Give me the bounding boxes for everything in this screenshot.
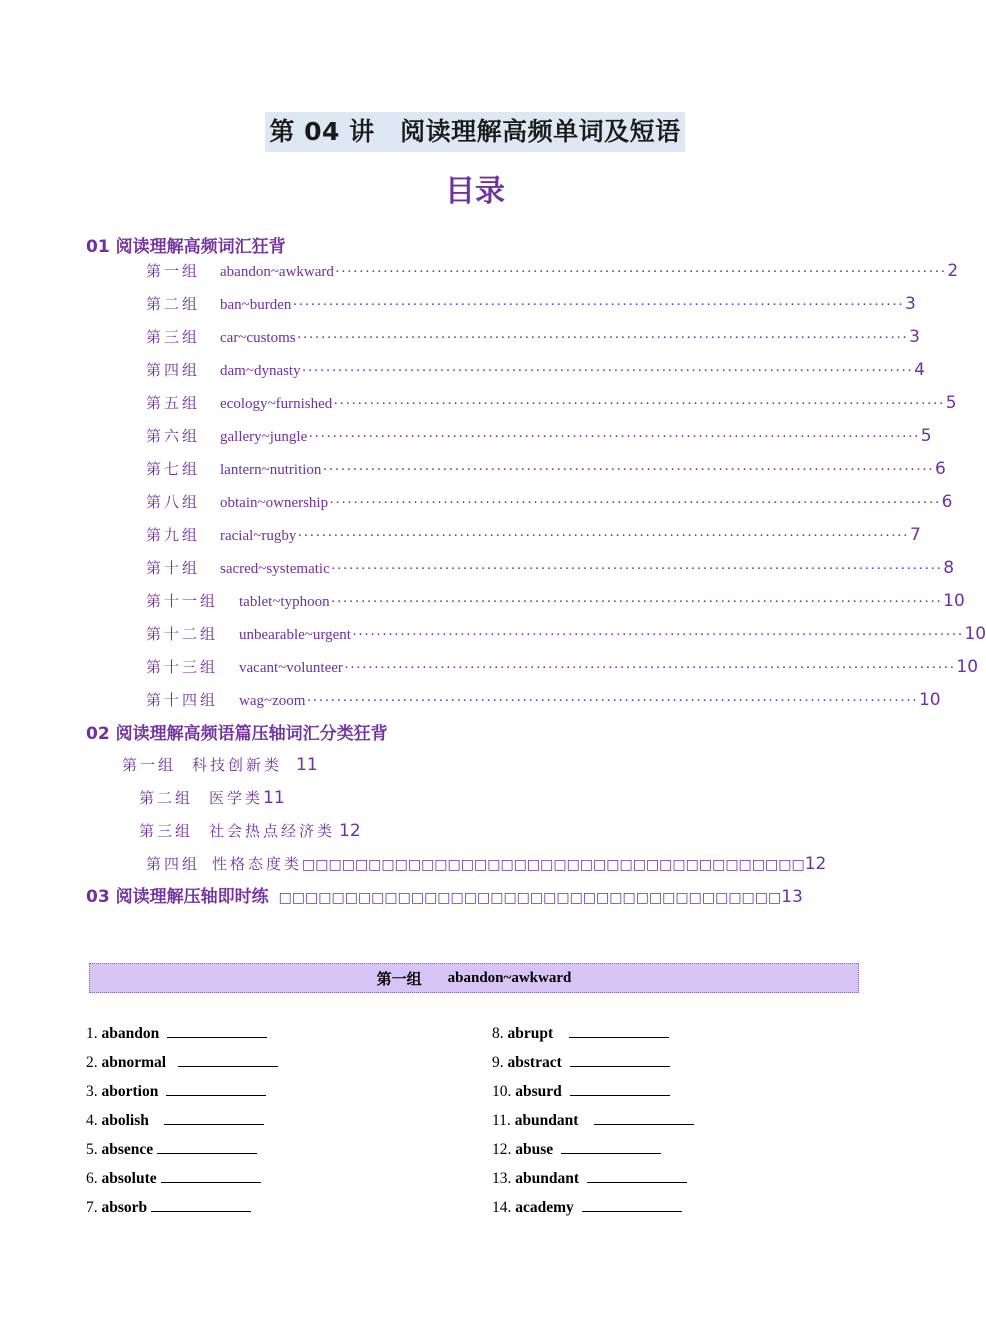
- toc-leader-dots: ······································································································: [297, 528, 909, 544]
- toc-item-range: gallery~jungle: [220, 429, 308, 445]
- toc-heading: 目录: [445, 174, 505, 209]
- toc-item-range: tablet~typhoon: [239, 594, 330, 610]
- toc-missing-glyph-leader: □□□□□□□□□□□□□□□□□□□□□□□□□□□□□□□□□□□□□□: [302, 857, 805, 873]
- toc-leader-dots: ······································································································: [334, 264, 947, 280]
- toc-item-group: 第三组: [139, 822, 194, 840]
- toc-item-range: ecology~furnished: [220, 396, 333, 412]
- answer-blank[interactable]: [570, 1054, 670, 1067]
- toc-item-group: 第七组: [146, 460, 201, 478]
- toc-section-3-title[interactable]: [86, 884, 862, 911]
- word-item-14: 14. academy: [492, 1198, 682, 1218]
- toc-item-group: 第一组: [122, 756, 177, 774]
- toc-item-range: sacred~systematic: [220, 561, 330, 577]
- toc-item-page: 5: [920, 426, 932, 446]
- answer-blank[interactable]: [594, 1112, 694, 1125]
- toc-item-page: 10: [943, 591, 965, 611]
- word-item-1: 1. abandon: [86, 1024, 267, 1044]
- answer-blank[interactable]: [570, 1083, 670, 1096]
- toc-item-range: wag~zoom: [239, 693, 306, 709]
- word-item-13: 13. abundant: [492, 1169, 687, 1189]
- toc-item-9[interactable]: [146, 524, 921, 554]
- answer-blank[interactable]: [561, 1141, 661, 1154]
- toc-item-4[interactable]: [146, 359, 925, 389]
- toc-section-3-label: 03 阅读理解压轴即时练: [86, 887, 269, 907]
- toc-item-range: lantern~nutrition: [220, 462, 322, 478]
- banner-range: abandon~awkward: [447, 969, 572, 986]
- toc-item-category: 医学类: [209, 789, 264, 807]
- toc-item-range: ban~burden: [220, 297, 292, 313]
- toc-item-page: 12: [339, 821, 361, 841]
- toc-item-group: 第十四组: [146, 691, 219, 709]
- word-item-8: 8. abrupt: [492, 1024, 669, 1044]
- toc-item-category: 性格态度类: [212, 855, 303, 873]
- toc-section-1-title[interactable]: 01 阅读理解高频词汇狂背: [86, 237, 286, 257]
- toc-item-group: 第十组: [146, 559, 201, 577]
- toc-item-1[interactable]: [146, 260, 959, 290]
- toc-item-page: 6: [934, 459, 946, 479]
- toc-item-8[interactable]: [146, 491, 953, 521]
- toc-item-page: 7: [909, 525, 921, 545]
- toc-leader-dots: ······································································································: [306, 693, 918, 709]
- toc-item-5[interactable]: [146, 392, 957, 422]
- toc-item-group: 第四组: [146, 361, 201, 379]
- toc-leader-dots: ······································································································: [329, 495, 941, 511]
- toc-item-category: 社会热点经济类: [209, 822, 336, 840]
- toc-item-3[interactable]: [146, 326, 920, 356]
- toc-category-4[interactable]: [146, 853, 862, 874]
- toc-item-range: car~customs: [220, 330, 296, 346]
- word-item-9: 9. abstract: [492, 1053, 670, 1073]
- document-title-text: 第 04 讲 阅读理解高频单词及短语: [265, 112, 684, 152]
- toc-leader-dots: ······································································································: [351, 627, 964, 643]
- toc-item-page: 10: [956, 657, 979, 677]
- group-banner: [89, 963, 859, 993]
- toc-item-group: 第二组: [139, 789, 194, 807]
- word-item-5: 5. absence: [86, 1140, 257, 1160]
- toc-item-2[interactable]: [146, 293, 916, 323]
- toc-item-group: 第四组: [146, 855, 201, 873]
- toc-leader-dots: ······································································································: [322, 462, 934, 478]
- answer-blank[interactable]: [161, 1170, 261, 1183]
- word-item-4: 4. abolish: [86, 1111, 264, 1131]
- toc-item-page: 11: [263, 788, 285, 808]
- toc-item-range: unbearable~urgent: [239, 627, 351, 643]
- word-item-7: 7. absorb: [86, 1198, 251, 1218]
- answer-blank[interactable]: [569, 1025, 669, 1038]
- toc-category-3[interactable]: [139, 820, 361, 841]
- answer-blank[interactable]: [164, 1112, 264, 1125]
- toc-category-2[interactable]: [139, 787, 285, 808]
- toc-item-group: 第一组: [146, 262, 201, 280]
- toc-item-page: 4: [914, 360, 925, 380]
- toc-leader-dots: ······································································································: [330, 561, 943, 577]
- toc-item-page: 11: [296, 755, 318, 775]
- toc-item-range: dam~dynasty: [220, 363, 301, 379]
- toc-item-group: 第十二组: [146, 625, 219, 643]
- word-item-6: 6. absolute: [86, 1169, 261, 1189]
- toc-leader-dots: ······································································································: [308, 429, 920, 445]
- toc-item-group: 第九组: [146, 526, 201, 544]
- toc-leader-dots: ······································································································: [330, 594, 943, 610]
- toc-item-range: racial~rugby: [220, 528, 297, 544]
- toc-item-page: 13: [781, 887, 803, 907]
- word-item-2: 2. abnormal: [86, 1053, 278, 1073]
- toc-section-2-title[interactable]: 02 阅读理解高频语篇压轴词汇分类狂背: [86, 724, 388, 744]
- word-item-11: 11. abundant: [492, 1111, 694, 1131]
- toc-leader-dots: ······································································································: [292, 297, 904, 313]
- toc-leader-dots: ······································································································: [343, 660, 956, 676]
- word-item-10: 10. absurd: [492, 1082, 670, 1102]
- toc-item-6[interactable]: [146, 425, 932, 455]
- document-title: [0, 112, 950, 152]
- toc-item-group: 第三组: [146, 328, 201, 346]
- answer-blank[interactable]: [166, 1083, 266, 1096]
- toc-item-group: 第八组: [146, 493, 201, 511]
- toc-leader-dots: ······································································································: [333, 396, 945, 412]
- answer-blank[interactable]: [167, 1025, 267, 1038]
- toc-item-12[interactable]: [146, 623, 986, 653]
- toc-item-page: 8: [943, 558, 955, 578]
- toc-item-category: 科技创新类: [192, 756, 283, 774]
- banner-group: 第一组: [376, 969, 422, 988]
- toc-item-group: 第二组: [146, 295, 201, 313]
- toc-missing-glyph-leader: □□□□□□□□□□□□□□□□□□□□□□□□□□□□□□□□□□□□□□: [278, 890, 782, 906]
- toc-item-14[interactable]: [146, 689, 941, 719]
- answer-blank[interactable]: [178, 1054, 278, 1067]
- toc-item-page: 10: [918, 690, 941, 710]
- toc-item-13[interactable]: [146, 656, 979, 686]
- toc-item-10[interactable]: [146, 557, 955, 587]
- toc-item-page: 3: [909, 327, 920, 347]
- toc-item-11[interactable]: [146, 590, 965, 620]
- toc-item-group: 第六组: [146, 427, 201, 445]
- toc-item-page: 10: [964, 624, 986, 644]
- toc-item-range: obtain~ownership: [220, 495, 329, 511]
- answer-blank[interactable]: [587, 1170, 687, 1183]
- answer-blank[interactable]: [582, 1199, 682, 1212]
- toc-item-range: abandon~awkward: [220, 264, 334, 280]
- toc-item-range: vacant~volunteer: [239, 660, 343, 676]
- answer-blank[interactable]: [151, 1199, 251, 1212]
- toc-item-group: 第十一组: [146, 592, 219, 610]
- toc-item-group: 第五组: [146, 394, 201, 412]
- toc-leader-dots: ······································································································: [296, 330, 909, 346]
- toc-item-page: 3: [904, 294, 916, 314]
- toc-item-page: 5: [945, 393, 957, 413]
- toc-category-1[interactable]: [122, 754, 318, 775]
- toc-item-group: 第十三组: [146, 658, 219, 676]
- word-item-3: 3. abortion: [86, 1082, 266, 1102]
- toc-item-7[interactable]: [146, 458, 946, 488]
- toc-leader-dots: ······································································································: [301, 363, 914, 379]
- answer-blank[interactable]: [157, 1141, 257, 1154]
- toc-item-page: 12: [804, 854, 827, 874]
- toc-item-page: 2: [947, 261, 959, 281]
- toc-item-page: 6: [941, 492, 953, 512]
- word-item-12: 12. abuse: [492, 1140, 661, 1160]
